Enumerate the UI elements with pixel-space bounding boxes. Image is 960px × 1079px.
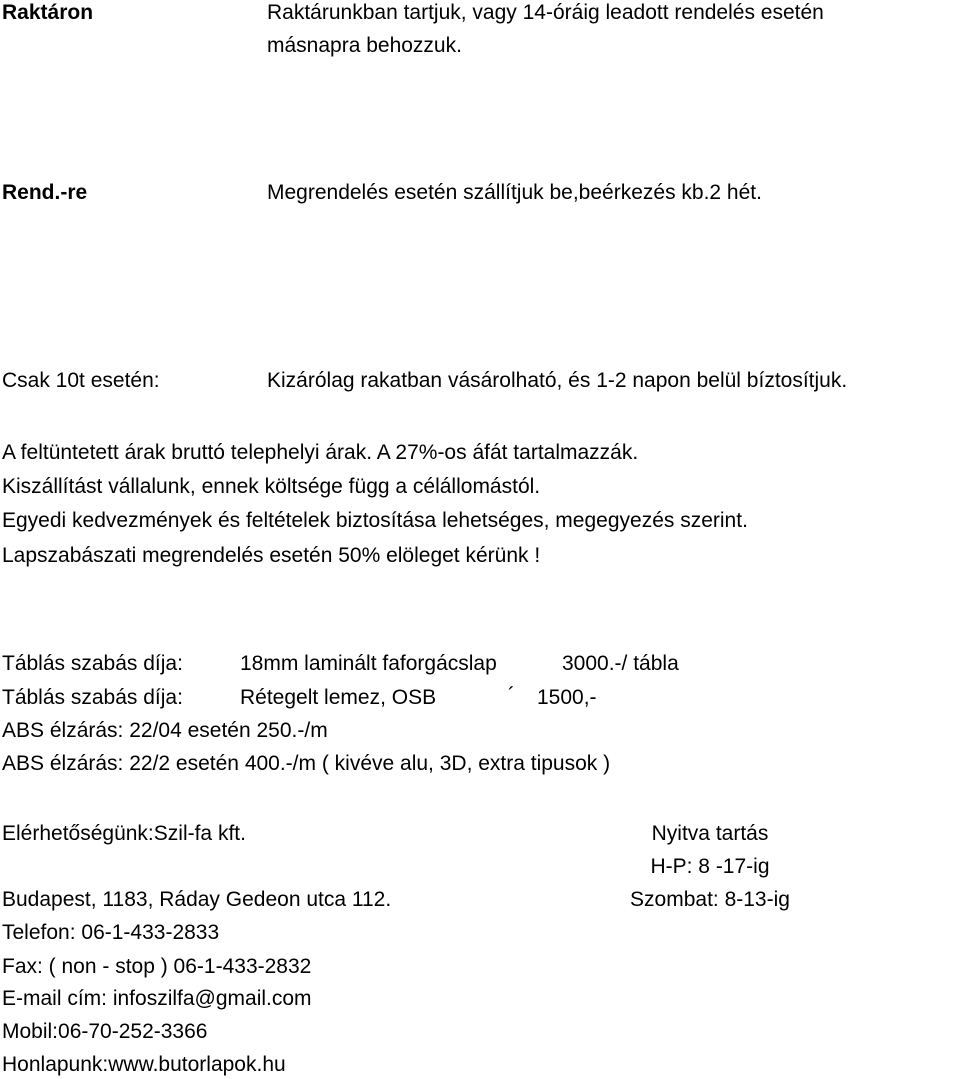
contact-fax: Fax: ( non - stop ) 06-1-433-2832 [2, 955, 312, 978]
note-advance-payment: Lapszabászati megrendelés esetén 50% elöleget kérünk ! [2, 544, 541, 567]
edging-price-2: ABS élzárás: 22/2 esetén 400.-/m ( kivéve alu, 3D, extra tipusok ) [2, 752, 611, 775]
opening-hours-weekdays: H-P: 8 -17-ig [650, 855, 770, 878]
cutting-item-2: Rétegelt lemez, OSB [240, 686, 437, 709]
note-delivery: Kiszállítást vállalunk, ennek költsége függ a célállomástól. [2, 475, 541, 498]
availability-text-10t: Kizárólag rakatban vásárolható, és 1-2 napon belül bíztosítjuk. [267, 369, 848, 392]
cutting-item-1: 18mm laminált faforgácslap [240, 652, 497, 675]
availability-label-in-stock: Raktáron [2, 1, 94, 24]
contact-address: Budapest, 1183, Ráday Gedeon utca 112. [2, 888, 392, 911]
cutting-price-2: 1500,- [537, 686, 597, 709]
note-discounts: Egyedi kedvezmények és feltételek biztosítása lehetséges, megegyezés szerint. [2, 509, 748, 532]
cutting-label-2: Táblás szabás díja: [2, 686, 183, 709]
contact-website: Honlapunk:www.butorlapok.hu [2, 1053, 286, 1076]
availability-text-on-order: Megrendelés esetén szállítjuk be,beérkezés kb.2 hét. [267, 181, 762, 204]
edging-price-1: ABS élzárás: 22/04 esetén 250.-/m [2, 719, 328, 742]
cutting-label-1: Táblás szabás díja: [2, 652, 183, 675]
contact-heading: Elérhetőségünk:Szil-fa kft. [2, 822, 246, 845]
availability-text-in-stock-line-1: Raktárunkban tartjuk, vagy 14-óráig leadott rendelés esetén [267, 1, 824, 24]
opening-hours-title: Nyitva tartás [651, 822, 769, 845]
opening-hours-saturday: Szombat: 8-13-ig [630, 888, 790, 911]
availability-label-10t: Csak 10t esetén: [2, 369, 160, 392]
cutting-price-1: 3000.-/ tábla [562, 652, 679, 675]
availability-label-on-order: Rend.-re [2, 181, 88, 204]
contact-email: E-mail cím: infoszilfa@gmail.com [2, 987, 312, 1010]
cutting-mark-2: ´ [508, 684, 515, 707]
contact-phone: Telefon: 06-1-433-2833 [2, 921, 220, 944]
availability-text-in-stock-line-2: másnapra behozzuk. [267, 34, 462, 57]
note-gross-prices: A feltüntetett árak bruttó telephelyi árak. A 27%-os áfát tartalmazzák. [2, 441, 639, 464]
contact-mobile: Mobil:06-70-252-3366 [2, 1020, 208, 1043]
